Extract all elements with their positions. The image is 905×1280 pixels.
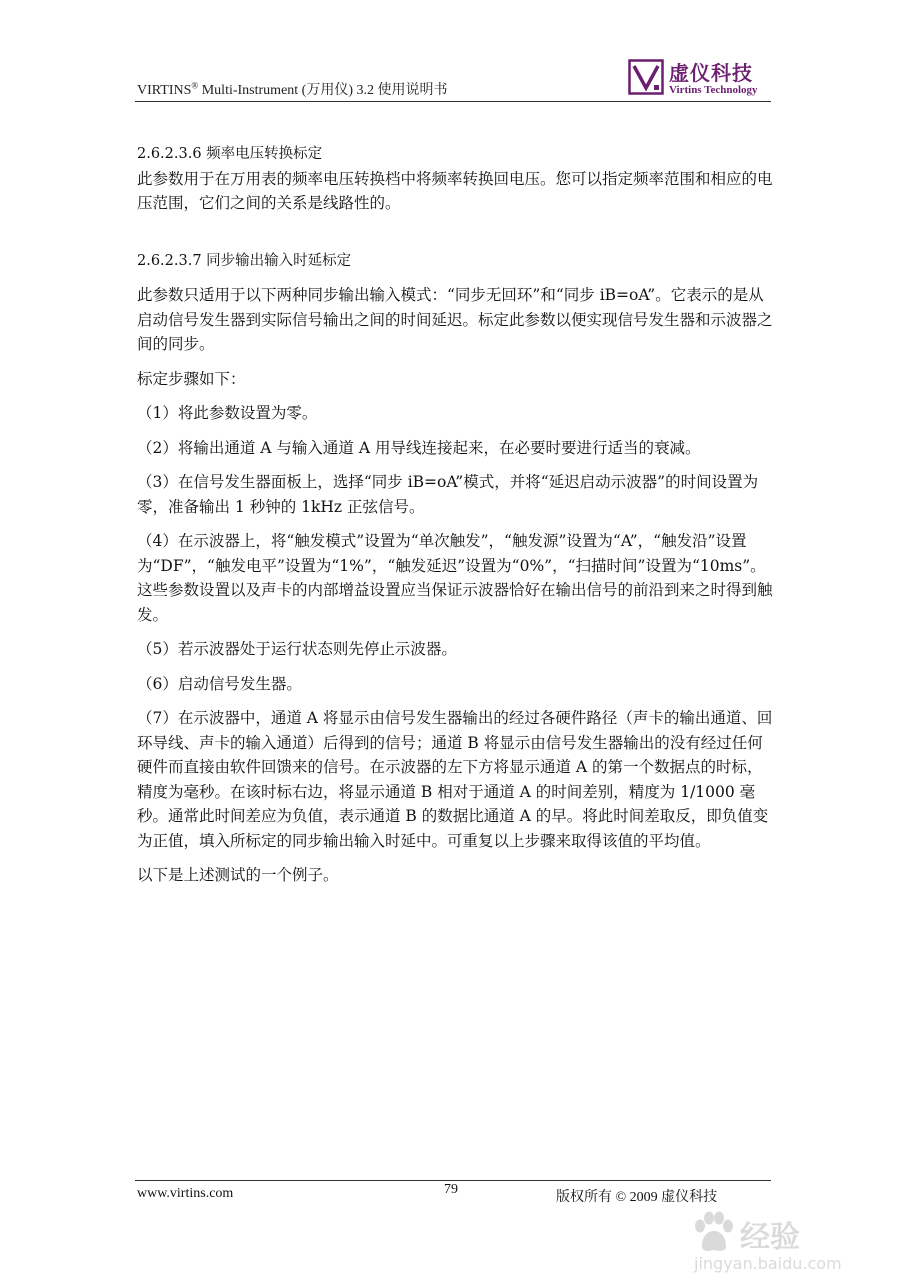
section-heading-sync-delay: 2.6.2.3.7 同步输出输入时延标定: [137, 252, 352, 269]
document-body: [137, 142, 777, 888]
paragraph-sync-delay: 此参数只适用于以下两种同步输出输入模式：“同步无回环”和“同步 iB=oA”。它表示的是从启动信号发生器到实际信号输出之间的时间延迟。标定此参数以便实现信号发生器和示波器之间的同步。: [137, 286, 773, 353]
paragraph-freq-voltage: 此参数用于在万用表的频率电压转换档中将频率转换回电压。您可以指定频率范围和相应的电压范围，它们之间的关系是线路性的。: [137, 169, 773, 212]
step-1: （1）将此参数设置为零。: [137, 404, 318, 422]
step-5: （5）若示波器处于运行状态则先停止示波器。: [137, 640, 457, 658]
step-3: （3）在信号发生器面板上，选择“同步 iB=oA”模式，并将“延迟启动示波器”的时间设置为零，准备输出 1 秒钟的 1kHz 正弦信号。: [137, 473, 759, 516]
virtins-logo-icon: [628, 59, 664, 95]
registered-mark: ®: [191, 80, 199, 91]
header-divider: [135, 101, 771, 102]
logo-english-name: Virtins Technology: [669, 84, 758, 96]
step-2: （2）将输出通道 A 与输入通道 A 用导线连接起来，在必要时要进行适当的衰减。: [137, 438, 701, 457]
watermark-url: jingyan.baidu.com: [694, 1254, 842, 1273]
watermark-text: 经验: [740, 1220, 800, 1255]
step-7: （7）在示波器中，通道 A 将显示由信号发生器输出的经过各硬件路径（声卡的输出通道、回环导线、声卡的输入通道）后得到的信号；通道 B 将显示由信号发生器输出的没有经过任何硬件而直接由软件回馈来的信号。在示波器的左下方将显示通道 A 的第一个数据点的时标，精度为毫秒。在该时标右边，将显示通道 B 相对于通道 A 的时间差别，精度为 1/1000 毫秒。通常此时间差应为负值，表示通道 B 的数据比通道 A 的早。将此时间差取反，即负值变为正值，填入所标定的同步输出输入时延中。可重复以上步骤来取得该值的平均值。: [137, 709, 773, 850]
header-title: [137, 79, 448, 99]
section-heading-freq-voltage: 2.6.2.3.6 频率电压转换标定: [137, 146, 323, 162]
logo-chinese-name: 虚仪科技: [669, 61, 753, 85]
company-logo: [628, 57, 778, 101]
baidu-jingyan-watermark: [690, 1210, 890, 1272]
steps-intro: 标定步骤如下：: [137, 369, 246, 388]
header-title-rest: Multi-Instrument (万用仪) 3.2 使用说明书: [198, 83, 448, 98]
step-6: （6）启动信号发生器。: [137, 674, 302, 693]
baidu-paw-icon: [690, 1210, 736, 1256]
footer-divider: [135, 1180, 771, 1181]
footer-website: www.virtins.com: [137, 1186, 234, 1201]
header-brand: VIRTINS: [137, 83, 192, 98]
example-intro: 以下是上述测试的一个例子。: [137, 866, 339, 884]
page-number: 79: [444, 1182, 458, 1197]
footer-copyright: 版权所有 © 2009 虚仪科技: [556, 1190, 718, 1205]
step-4: （4）在示波器上，将“触发模式”设置为“单次触发”，“触发源”设置为“A”，“触发沿”设置为“DF”，“触发电平”设置为“1%”，“触发延迟”设置为“0%”，“扫描时间”设置为“10ms”。这些参数设置以及声卡的内部增益设置应当保证示波器恰好在输出信号的前沿到来之时得到触发。: [137, 532, 773, 624]
